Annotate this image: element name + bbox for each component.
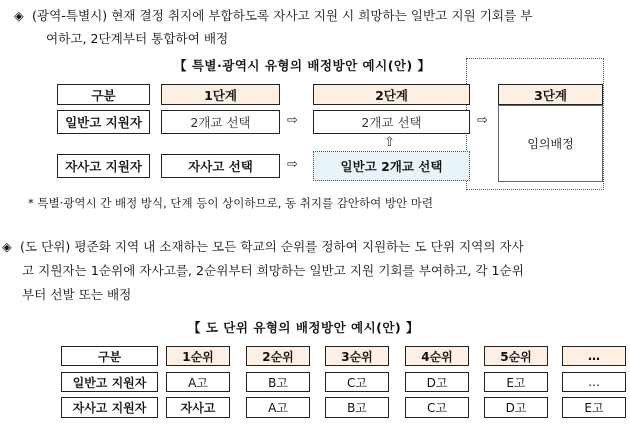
s1-row2-label: 자사고 지원자 — [57, 154, 150, 178]
s1-header-stage3: 3단계 — [498, 84, 603, 105]
s1-row2-stage1: 자사고 선택 — [161, 154, 280, 178]
section1-caption: 【 특별·광역시 유형의 배정방안 예시(안) 】 — [174, 58, 431, 73]
section2-bullet: ◈ — [2, 239, 12, 254]
s2-row1-col3: C고 — [325, 372, 389, 392]
stage3-body-box — [498, 105, 603, 182]
s2-header-col2: 2순위 — [246, 346, 310, 366]
section2-line2: 고 지원자는 1순위에 자사고를, 2순위부터 희망하는 일반고 지원 기회를 부여하고, 각 1순위 — [22, 263, 524, 278]
s2-row1-col4: D고 — [405, 372, 469, 392]
s1-row2-arrow: ⇨ — [287, 157, 298, 172]
section2-line1: (도 단위) 평준화 지역 내 소재하는 모든 학교의 순위를 정하여 지원하는 도 단위 지역의 자사 — [20, 239, 524, 254]
s2-header-col1: 1순위 — [166, 346, 230, 366]
s2-header-col3: 3순위 — [325, 346, 389, 366]
s1-header-stage2: 2단계 — [313, 84, 470, 105]
s2-row2-col5: D고 — [484, 397, 548, 418]
s2-row1-col1: A고 — [166, 372, 230, 392]
s1-row1-stage1: 2개교 선택 — [161, 110, 280, 134]
s1-row1-stage2: 2개교 선택 — [313, 110, 470, 134]
section2-line3: 부터 선발 또는 배정 — [22, 287, 132, 302]
section1-line1: (광역-특별시) 현재 결정 취지에 부합하도록 자사고 지원 시 희망하는 일반고 지원 기회를 부 — [32, 8, 533, 23]
s2-row2-col0: 자사고 지원자 — [61, 397, 158, 418]
s2-row1-col6: … — [562, 372, 626, 392]
section2-caption: 【 도 단위 유형의 배정방안 예시(안) 】 — [188, 320, 420, 335]
s2-row2-col6: E고 — [562, 397, 626, 418]
section1-bullet: ◈ — [14, 8, 24, 23]
section1-note: * 특별·광역시 간 배정 방식, 단계 등이 상이하므로, 동 취지를 감안하여 방안 마련 — [28, 196, 433, 210]
s1-row1-label: 일반고 지원자 — [57, 110, 150, 134]
s2-row2-col1: 자사고 — [166, 397, 230, 418]
s2-row2-col3: B고 — [325, 397, 389, 418]
s2-row2-col2: A고 — [246, 397, 310, 418]
stage3-body-label: 임의배정 — [527, 137, 574, 151]
s1-header-stage1: 1단계 — [161, 84, 280, 105]
s2-header-col6: … — [562, 346, 626, 366]
s1-header-label: 구분 — [57, 84, 150, 105]
s2-header-col5: 5순위 — [484, 346, 548, 366]
s1-row1-arrow-2: ⇨ — [477, 113, 488, 128]
s1-up-arrow: ⇧ — [384, 135, 395, 150]
s2-row1-col0: 일반고 지원자 — [61, 372, 158, 392]
section1-line2: 여하고, 2단계부터 통합하여 배정 — [46, 31, 229, 46]
s2-row2-col4: C고 — [405, 397, 469, 418]
s2-header-col4: 4순위 — [405, 346, 469, 366]
s2-header-col0: 구분 — [61, 346, 158, 366]
s1-row2-stage2: 일반고 2개교 선택 — [313, 151, 470, 181]
s1-row1-arrow-1: ⇨ — [287, 113, 298, 128]
s2-row1-col2: B고 — [246, 372, 310, 392]
s2-row1-col5: E고 — [484, 372, 548, 392]
